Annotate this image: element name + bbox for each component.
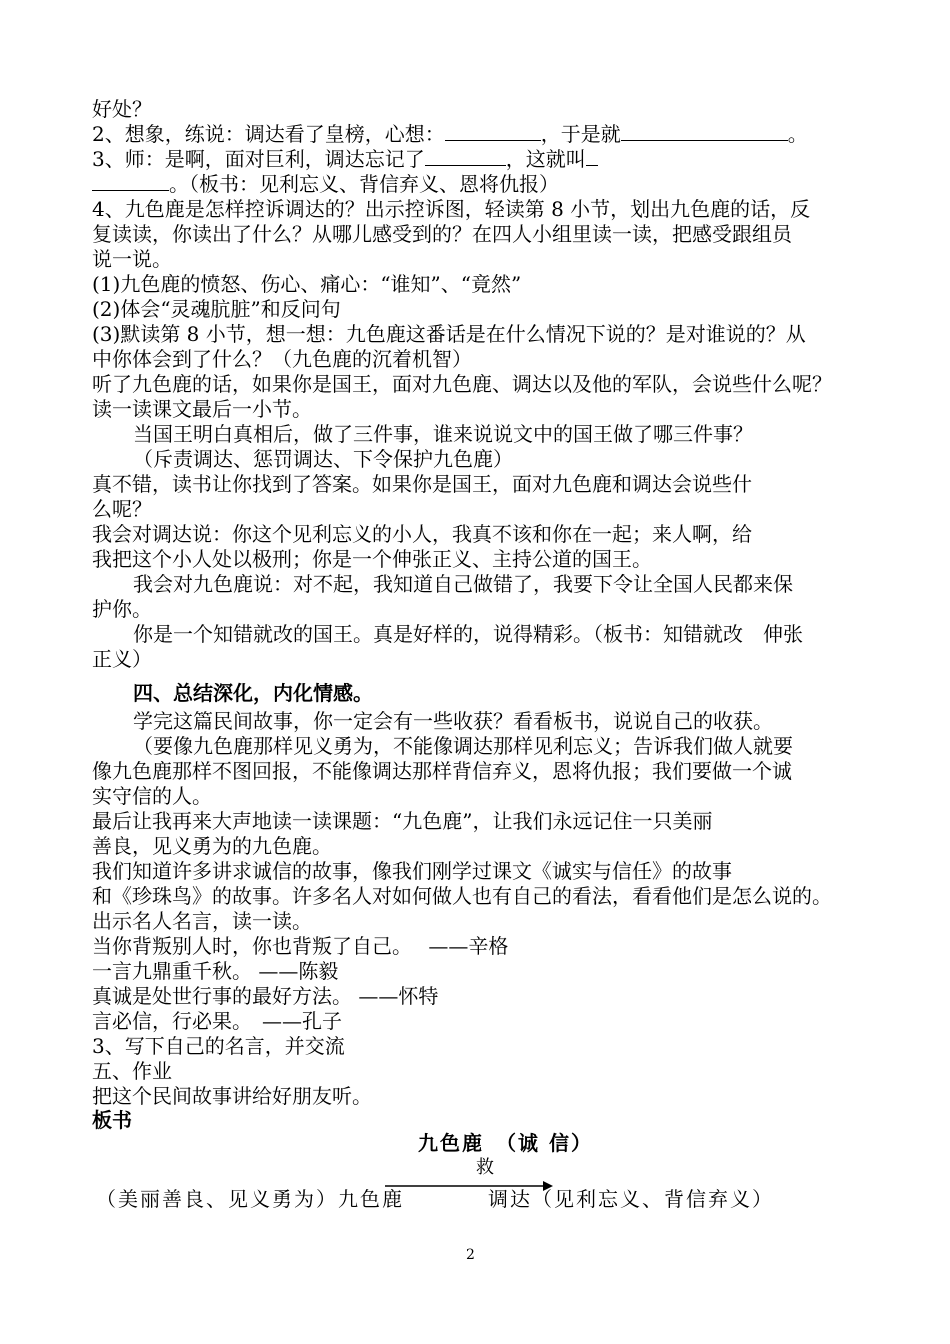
fill-blank <box>425 147 506 166</box>
quote-line: 真诚是处世行事的最好方法。 ——怀特 <box>92 984 439 1008</box>
text-line: 你是一个知错就改的国王。真是好样的，说得精彩。（板书：知错就改 伸张 <box>133 622 803 646</box>
text-line <box>92 122 808 147</box>
text-segment: 。 <box>787 122 808 146</box>
text-line: 读一读课文最后一小节。 <box>92 397 312 421</box>
board-heading: 板书 <box>92 1108 132 1132</box>
text-line: 学完这篇民间故事，你一定会有一些收获？看看板书，说说自己的收获。 <box>133 709 773 733</box>
board-left-text: （美丽善良、见义勇为）九色鹿 <box>96 1187 404 1211</box>
text-line <box>92 172 559 197</box>
text-line: 善良，见义勇为的九色鹿。 <box>92 834 332 858</box>
quote-line: 当你背叛别人时，你也背叛了自己。 ——辛格 <box>92 934 509 958</box>
text-line: 实守信的人。 <box>92 784 212 808</box>
text-line: 真不错，读书让你找到了答案。如果你是国王，面对九色鹿和调达会说些什 <box>92 472 752 496</box>
page-number: 2 <box>466 1247 475 1263</box>
board-title: 九色鹿 （诚 信） <box>418 1131 593 1155</box>
text-line: 正义） <box>92 647 152 671</box>
text-line: 把这个民间故事讲给好朋友听。 <box>92 1084 372 1108</box>
text-line: 我们知道许多讲求诚信的故事，像我们刚学过课文《诚实与信任》的故事 <box>92 859 732 883</box>
board-right-text: 调达（见利忘义、背信弃义） <box>488 1187 774 1211</box>
text-line: 4、九色鹿是怎样控诉调达的？出示控诉图，轻读第 8 小节，划出九色鹿的话，反 <box>92 197 811 221</box>
text-line: 我把这个小人处以极刑；你是一个伸张正义、主持公道的国王。 <box>92 547 652 571</box>
text-line: (2)体会“灵魂肮脏”和反问句 <box>92 297 341 321</box>
text-line: (1)九色鹿的愤怒、伤心、痛心：“谁知”、“竟然” <box>92 272 522 296</box>
text-segment: 。（板书：见利忘义、背信弃义、恩将仇报） <box>169 172 559 196</box>
arrow-label: 救 <box>476 1157 496 1178</box>
text-line: 我会对九色鹿说：对不起，我知道自己做错了，我要下令让全国人民都来保 <box>133 572 793 596</box>
quote-line: 一言九鼎重千秋。 ——陈毅 <box>92 959 339 983</box>
text-segment: 3、师：是啊，面对巨利，调达忘记了 <box>92 147 425 171</box>
text-line: 中你体会到了什么？（九色鹿的沉着机智） <box>92 347 472 371</box>
text-line: 出示名人名言，读一读。 <box>92 909 312 933</box>
text-segment: 2、想象，练说：调达看了皇榜，心想： <box>92 122 445 146</box>
text-line: 最后让我再来大声地读一读课题：“九色鹿”，让我们永远记住一只美丽 <box>92 809 713 833</box>
fill-blank <box>586 147 598 166</box>
text-line <box>92 147 598 172</box>
text-segment: ，这就叫 <box>505 147 586 171</box>
text-line: 五、作业 <box>92 1059 172 1083</box>
text-line: 和《珍珠鸟》的故事。许多名人对如何做人也有自己的看法，看看他们是怎么说的。 <box>92 884 832 908</box>
text-line: 像九色鹿那样不图回报，不能像调达那样背信弃义，恩将仇报；我们要做一个诚 <box>92 759 792 783</box>
text-line: 说一说。 <box>92 247 172 271</box>
text-line: 听了九色鹿的话，如果你是国王，面对九色鹿、调达以及他的军队，会说些什么呢？ <box>92 372 832 396</box>
text-line: （斥责调达、惩罚调达、下令保护九色鹿） <box>133 447 513 471</box>
text-line: 当国王明白真相后，做了三件事，谁来说说文中的国王做了哪三件事？ <box>133 422 753 446</box>
text-line: (3)默读第 8 小节，想一想：九色鹿这番话是在什么情况下说的？是对谁说的？从 <box>92 322 806 346</box>
fill-blank <box>445 122 541 141</box>
text-line: 好处？ <box>92 97 152 121</box>
text-line: 复读读，你读出了什么？从哪儿感受到的？在四人小组里读一读，把感受跟组员 <box>92 222 792 246</box>
section-heading: 四、总结深化，内化情感。 <box>133 681 373 705</box>
quote-line: 言必信，行必果。 ——孔子 <box>92 1009 342 1033</box>
text-line: （要像九色鹿那样见义勇为，不能像调达那样见利忘义；告诉我们做人就要 <box>133 734 793 758</box>
fill-blank <box>92 172 169 191</box>
text-line: 3、写下自己的名言，并交流 <box>92 1034 345 1058</box>
text-segment: ，于是就 <box>540 122 621 146</box>
text-line: 我会对调达说：你这个见利忘义的小人，我真不该和你在一起；来人啊，给 <box>92 522 752 546</box>
fill-blank <box>621 122 788 141</box>
text-line: 护你。 <box>92 597 152 621</box>
text-line: 么呢？ <box>92 497 152 521</box>
